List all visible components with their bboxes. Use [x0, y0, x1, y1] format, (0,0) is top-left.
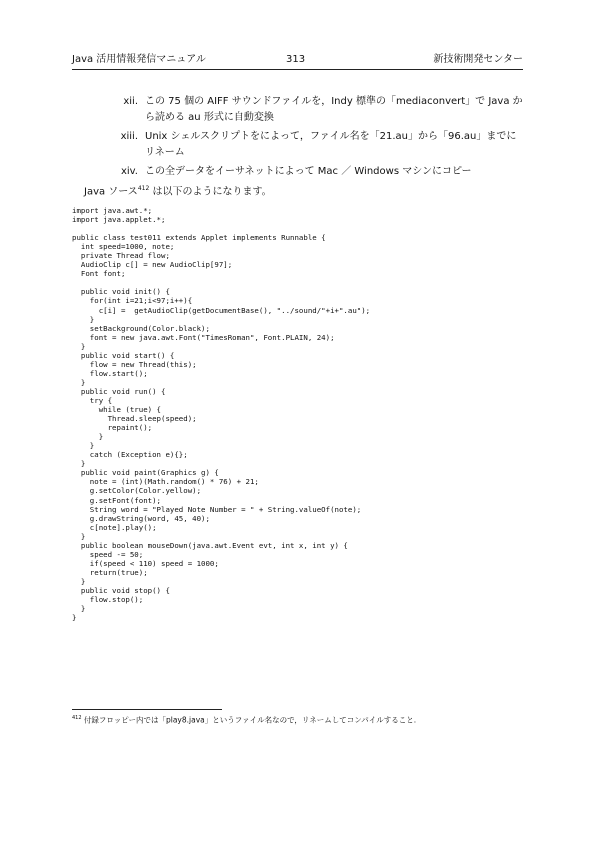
header-title: Java 活用情報発信マニュアル: [72, 54, 206, 65]
step-number: xiii.: [120, 131, 138, 142]
footnote-reference: 412: [137, 185, 150, 192]
step-list: [72, 94, 523, 183]
footnote-mark: 412: [72, 715, 82, 721]
intro-after: は以下のようになります。: [149, 186, 272, 198]
intro-sentence: [84, 182, 272, 199]
footnote-text: 付録フロッピー内では「play8.java」というファイル名なので，リネームしてコンパイルすること.: [81, 715, 417, 725]
list-item: [72, 129, 523, 161]
footnote-rule: [72, 709, 222, 710]
footnote: [72, 713, 523, 726]
step-text: Unix シェルスクリプトをによって，ファイル名を「21.au」から「96.au」までにリネーム: [145, 131, 517, 158]
java-source-code: import java.awt.*; import java.applet.*; public class test011 extends Applet implements Runnable { int speed=1000, note; private Thread flow; AudioClip c[] = new AudioClip[97]; Font font; public void init() { for(int i=21;i<97;i++){ c[i] = getAudioClip(getDocumentBase(), "../sound/"+i+".au"); } setBackground(Color.black); font = new java.awt.Font("TimesRoman", Font.PLAIN, 24); } public void start() { flow = new Thread(this); flow.start(); } public void run() { try { while (true) { Thread.sleep(speed); repaint(); } } catch (Exception e){}; } public void paint(Graphics g) { note = (int)(Math.random() * 76) + 21; g.setColor(Color.yellow); g.setFont(font); String word = "Played Note Number = " + String.valueOf(note); g.drawString(word, 45, 40); c[note].play(); } public boolean mouseDown(java.awt.Event evt, int x, int y) { speed -= 50; if(speed < 110) speed = 1000; return(true); } public void stop() { flow.stop(); } }: [72, 206, 371, 623]
step-text: この全データをイーサネットによって Mac ／ Windows マシンにコピー: [145, 166, 472, 177]
intro-before: Java ソース: [84, 186, 138, 198]
page-header: [72, 54, 523, 68]
page-number: 313: [286, 54, 306, 65]
list-item: [72, 164, 523, 180]
step-text: この 75 個の AIFF サウンドファイルを，Indy 標準の「mediaconvert」で Java から読める au 形式に自動変換: [145, 96, 523, 123]
header-organization: 新技術開発センター: [433, 54, 523, 65]
header-rule: [72, 69, 523, 70]
step-number: xiv.: [120, 166, 138, 177]
list-item: [72, 94, 523, 126]
step-number: xii.: [123, 96, 138, 107]
